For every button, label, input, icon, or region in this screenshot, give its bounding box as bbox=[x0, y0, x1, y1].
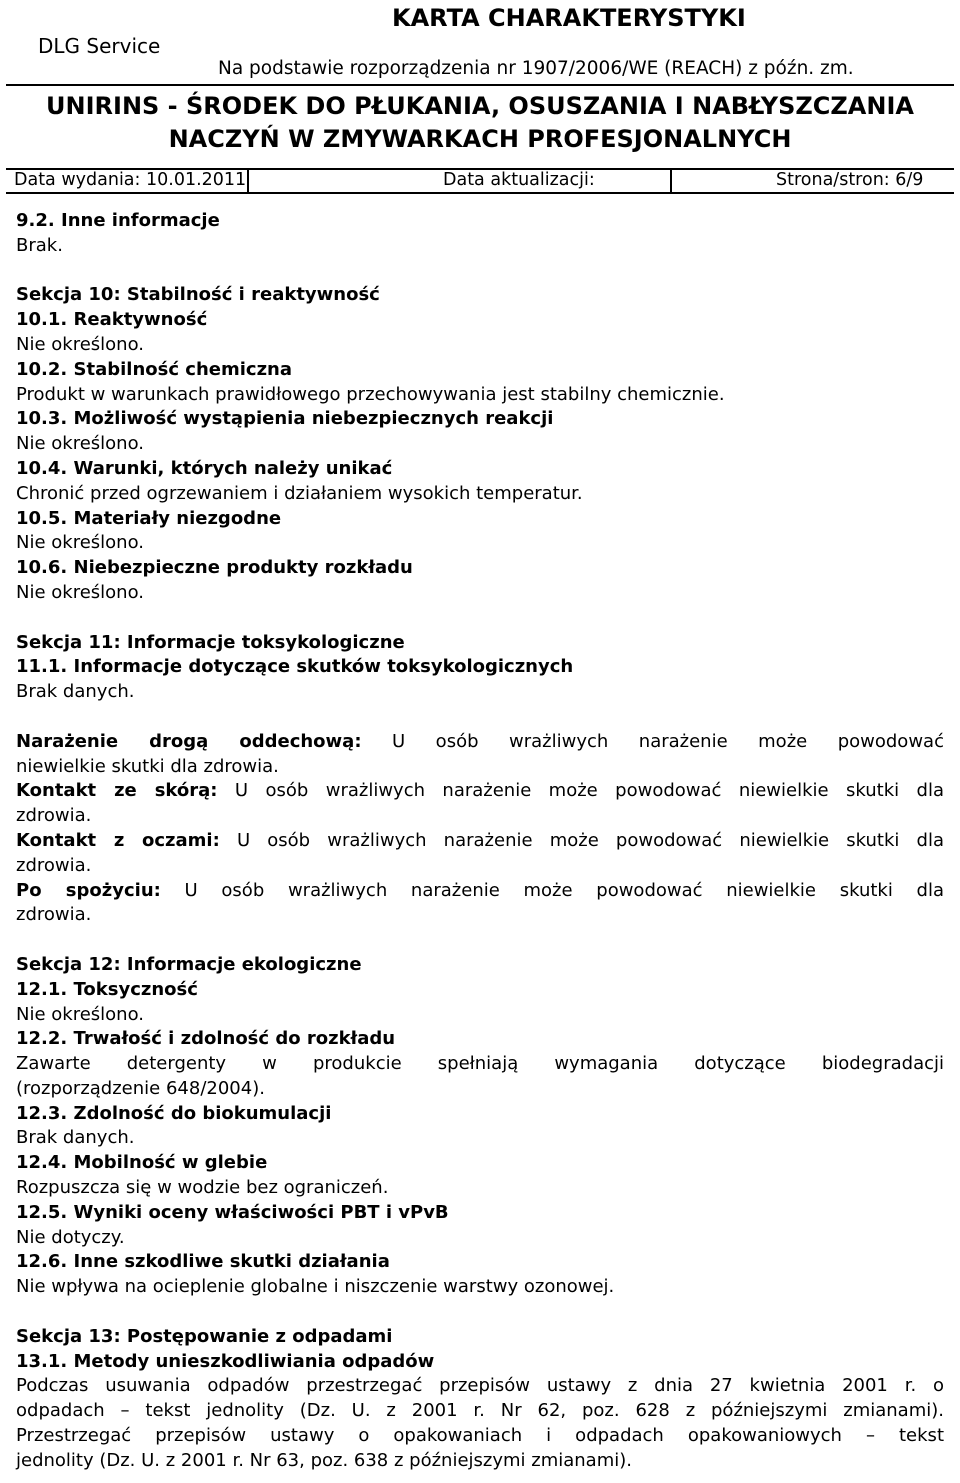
subsection-text: Brak. bbox=[16, 234, 63, 256]
issue-date: Data wydania: 10.01.2011 bbox=[14, 170, 247, 190]
section-title: Sekcja 12: Informacje ekologiczne bbox=[16, 953, 362, 975]
subsection-heading: 12.2. Trwałość i zdolność do rozkładu bbox=[16, 1028, 396, 1050]
ingestion-text-cont: zdrowia. bbox=[16, 904, 92, 926]
subsection-text-cont: (rozporządzenie 648/2004). bbox=[16, 1077, 265, 1099]
skin-contact-label: Kontakt ze skórą: bbox=[16, 780, 218, 802]
inhalation-effects bbox=[16, 730, 944, 755]
subsection-heading: 12.1. Toksyczność bbox=[16, 978, 198, 1000]
subsection-text: Nie określono. bbox=[16, 1003, 144, 1025]
subsection-heading: 10.3. Możliwość wystąpienia niebezpiecznych reakcji bbox=[16, 408, 554, 430]
regulation-line: Na podstawie rozporządzenia nr 1907/2006/WE (REACH) z późn. zm. bbox=[218, 58, 854, 79]
header-divider bbox=[6, 84, 954, 86]
subsection-heading: 12.4. Mobilność w glebie bbox=[16, 1152, 268, 1174]
subsection-heading: 10.4. Warunki, których należy unikać bbox=[16, 457, 393, 479]
subsection-heading: 11.1. Informacje dotyczące skutków toksykologicznych bbox=[16, 656, 574, 678]
update-date: Data aktualizacji: bbox=[443, 170, 595, 190]
eye-contact-effects bbox=[16, 829, 944, 854]
document-body bbox=[16, 209, 944, 1474]
subsection-heading: 12.6. Inne szkodliwe skutki działania bbox=[16, 1251, 390, 1273]
section-title: Sekcja 11: Informacje toksykologiczne bbox=[16, 631, 405, 653]
subsection-text: Chronić przed ogrzewaniem i działaniem wysokich temperatur. bbox=[16, 482, 583, 504]
skin-contact-effects bbox=[16, 779, 944, 804]
inhalation-label: Narażenie drogą oddechową: bbox=[16, 730, 362, 752]
disposal-text: odpadach – tekst jednolity (Dz. U. z 2001 r. Nr 62, poz. 628 z późniejszymi zmianami). bbox=[16, 1400, 944, 1422]
product-name-line-1: UNIRINS - ŚRODEK DO PŁUKANIA, OSUSZANIA I NABŁYSZCZANIA bbox=[46, 92, 914, 120]
skin-contact-text: U osób wrażliwych narażenie może powodować niewielkie skutki dla bbox=[234, 780, 944, 802]
column-separator bbox=[247, 169, 249, 193]
inhalation-text-cont: niewielkie skutki dla zdrowia. bbox=[16, 755, 279, 777]
product-name-line-2: NACZYŃ W ZMYWARKACH PROFESJONALNYCH bbox=[168, 125, 792, 153]
subsection-heading: 13.1. Metody unieszkodliwiania odpadów bbox=[16, 1350, 435, 1372]
section-title: Sekcja 13: Postępowanie z odpadami bbox=[16, 1325, 393, 1347]
subsection-heading: 10.6. Niebezpieczne produkty rozkładu bbox=[16, 557, 413, 579]
subsection-text: Nie dotyczy. bbox=[16, 1226, 125, 1248]
subsection-text: Zawarte detergenty w produkcie spełniają wymagania dotyczące biodegradacji bbox=[16, 1053, 944, 1075]
subsection-text: Nie określono. bbox=[16, 581, 144, 603]
disposal-text: Podczas usuwania odpadów przestrzegać przepisów ustawy z dnia 27 kwietnia 2001 r. o bbox=[16, 1375, 944, 1397]
subsection-heading: 10.2. Stabilność chemiczna bbox=[16, 358, 293, 380]
subsection-text: Rozpuszcza się w wodzie bez ograniczeń. bbox=[16, 1177, 389, 1199]
subsection-heading: 12.3. Zdolność do biokumulacji bbox=[16, 1102, 332, 1124]
disposal-text: Przestrzegać przepisów ustawy o opakowaniach i odpadach opakowaniowych – tekst bbox=[16, 1425, 944, 1447]
brand-name: DLG Service bbox=[38, 34, 161, 58]
subsection-heading: 9.2. Inne informacje bbox=[16, 210, 220, 231]
subsection-text: Brak danych. bbox=[16, 1127, 135, 1149]
column-separator bbox=[670, 169, 672, 193]
section-title: Sekcja 10: Stabilność i reaktywność bbox=[16, 284, 380, 306]
eye-contact-label: Kontakt z oczami: bbox=[16, 829, 220, 851]
ingestion-label: Po spożyciu: bbox=[16, 879, 161, 901]
subsection-text: Nie określono. bbox=[16, 333, 144, 355]
ingestion-text: U osób wrażliwych narażenie może powodować niewielkie skutki dla bbox=[184, 879, 944, 901]
document-type-title: KARTA CHARAKTERYSTYKI bbox=[392, 4, 746, 32]
subsection-heading: 12.5. Wyniki oceny właściwości PBT i vPvB bbox=[16, 1201, 449, 1223]
ingestion-effects bbox=[16, 879, 944, 904]
skin-contact-text-cont: zdrowia. bbox=[16, 805, 92, 827]
eye-contact-text-cont: zdrowia. bbox=[16, 854, 92, 876]
subsection-heading: 10.1. Reaktywność bbox=[16, 309, 208, 331]
eye-contact-text: U osób wrażliwych narażenie może powodować niewielkie skutki dla bbox=[236, 829, 945, 851]
page-number: Strona/stron: 6/9 bbox=[776, 170, 924, 190]
header-divider bbox=[6, 192, 954, 194]
subsection-text: Produkt w warunkach prawidłowego przechowywania jest stabilny chemicznie. bbox=[16, 383, 725, 405]
subsection-text: Nie wpływa na ocieplenie globalne i niszczenie warstwy ozonowej. bbox=[16, 1276, 615, 1298]
subsection-text: Nie określono. bbox=[16, 532, 144, 554]
subsection-text: Brak danych. bbox=[16, 681, 135, 703]
disposal-text: jednolity (Dz. U. z 2001 r. Nr 63, poz. 638 z późniejszymi zmianami). bbox=[16, 1449, 632, 1471]
subsection-heading: 10.5. Materiały niezgodne bbox=[16, 507, 282, 529]
inhalation-text: U osób wrażliwych narażenie może powodować bbox=[392, 730, 944, 752]
document-header bbox=[0, 0, 960, 196]
subsection-text: Nie określono. bbox=[16, 433, 144, 455]
